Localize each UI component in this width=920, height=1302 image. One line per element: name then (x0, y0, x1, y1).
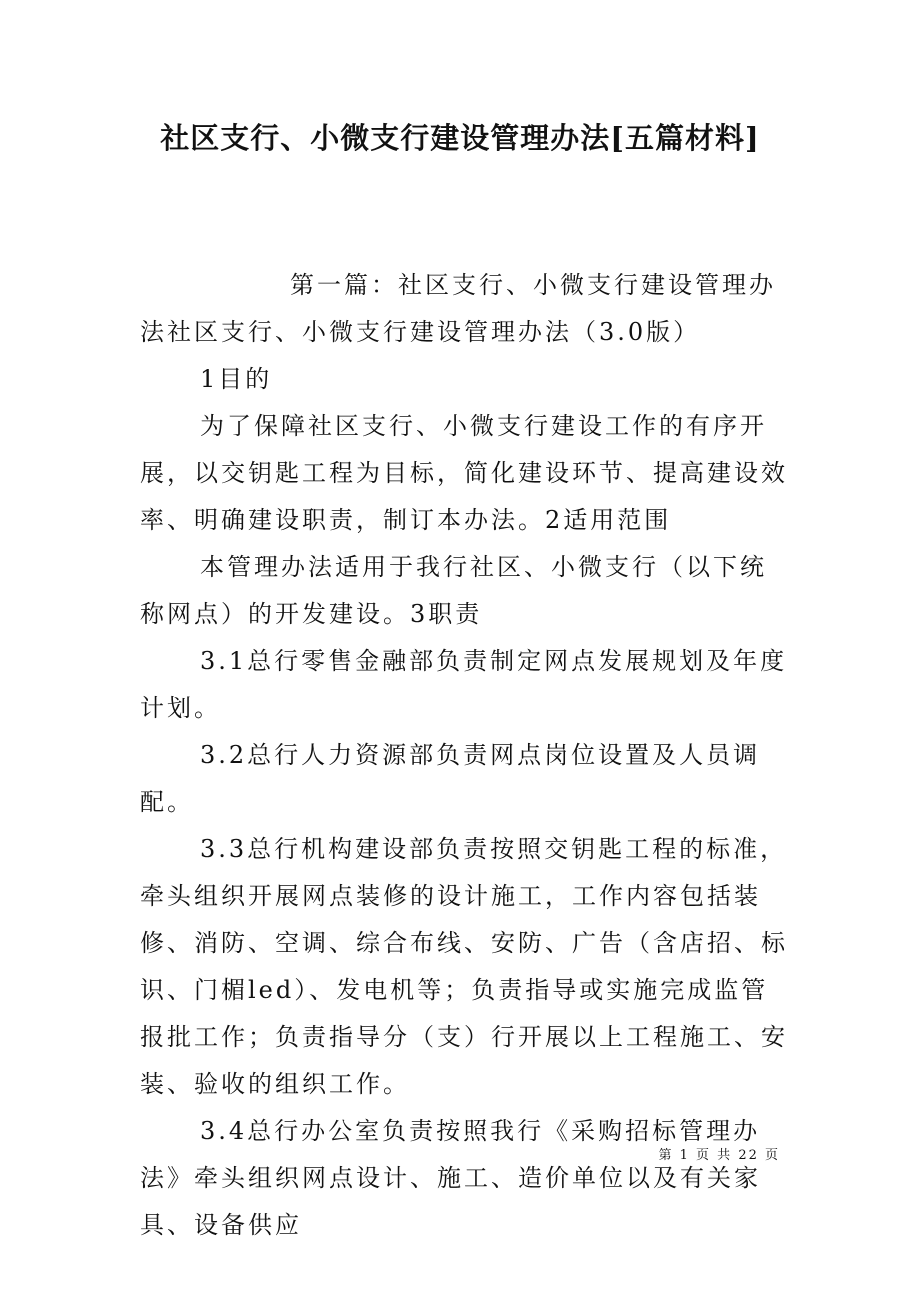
document-title: 社区支行、小微支行建设管理办法[五篇材料] (160, 121, 760, 155)
paragraph-purpose-heading: 1目的 (200, 365, 273, 393)
paragraph-3-3: 3.3总行机构建设部负责按照交钥匙工程的标准，牵头组织开展网点装修的设计施工，工作内容包括装修、消防、空调、综合布线、安防、广告（含店招、标识、门楣led）、发电机等；负责指导或实施完成监管报批工作；负责指导分（支）行开展以上工程施工、安装、验收的组织工作。 (140, 835, 788, 1098)
page-number-footer: 第 1 页 共 22 页 (658, 1148, 780, 1163)
paragraph-scope: 本管理办法适用于我行社区、小微支行（以下统称网点）的开发建设。3职责 (140, 553, 767, 628)
document-body (140, 262, 788, 1249)
paragraph-3-2: 3.2总行人力资源部负责网点岗位设置及人员调配。 (140, 741, 761, 816)
paragraph-3-4: 3.4总行办公室负责按照我行《采购招标管理办法》牵头组织网点设计、施工、造价单位以及有关家具、设备供应 (140, 1117, 761, 1239)
paragraph-3-1: 3.1总行零售金融部负责制定网点发展规划及年度计划。 (140, 647, 788, 722)
paragraph-section-heading: 第一篇：社区支行、小微支行建设管理办法社区支行、小微支行建设管理办法（3.0版） (140, 271, 776, 346)
paragraph-purpose: 为了保障社区支行、小微支行建设工作的有序开展，以交钥匙工程为目标，简化建设环节、提高建设效率、明确建设职责，制订本办法。2适用范围 (140, 412, 788, 534)
